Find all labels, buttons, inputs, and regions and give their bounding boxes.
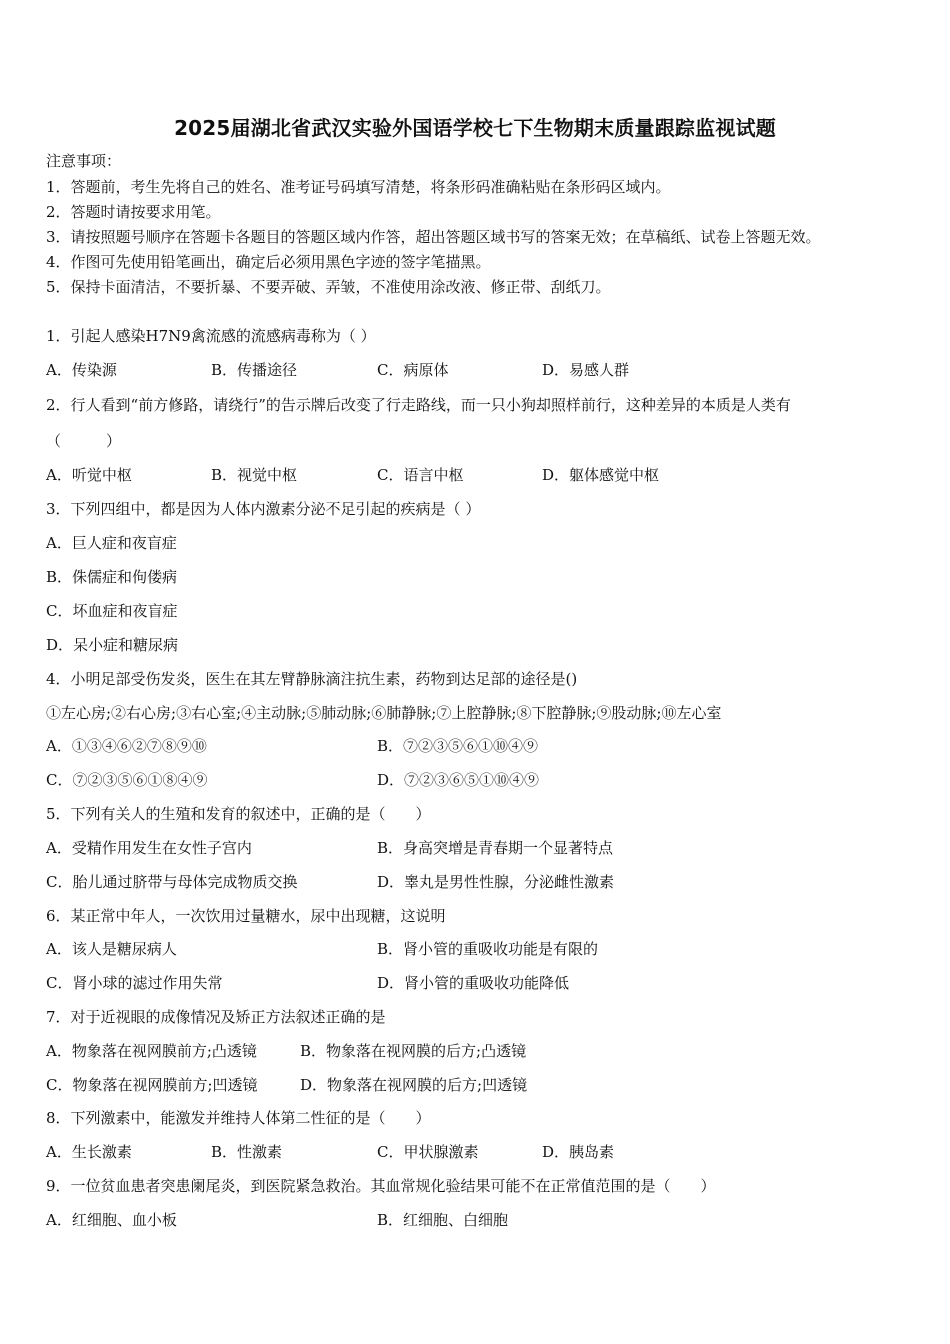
q9-option-a: A．红细胞、血小板 [46,1211,177,1229]
question-1-stem: 1．引起人感染H7N9禽流感的流感病毒称为（ ） [46,327,376,345]
notice-item: 4．作图可先使用铅笔画出，确定后必须用黑色字迹的签字笔描黑。 [46,253,491,271]
notice-item: 1．答题前，考生先将自己的姓名、准考证号码填写清楚，将条形码准确粘贴在条形码区域内。 [46,178,671,196]
q6-option-a: A．该人是糖尿病人 [46,940,177,958]
q4-option-c: C．⑦②③⑤⑥①⑧④⑨ [46,771,208,789]
question-8-stem: 8．下列激素中，能激发并维持人体第二性征的是（ ） [46,1109,431,1127]
q3-option-d: D．呆小症和糖尿病 [46,636,179,654]
q8-option-d: D．胰岛素 [542,1143,615,1161]
q5-option-b: B．身高突增是青春期一个显著特点 [377,839,614,857]
question-3-stem: 3．下列四组中，都是因为人体内激素分泌不足引起的疾病是（ ） [46,500,481,518]
q6-option-c: C．肾小球的滤过作用失常 [46,974,223,992]
q2-option-a: A．听觉中枢 [46,466,132,484]
q1-option-d: D．易感人群 [542,361,630,379]
question-4-stem: 4．小明足部受伤发炎，医生在其左臂静脉滴注抗生素，药物到达足部的途径是() [46,670,578,688]
q2-option-b: B．视觉中枢 [211,466,298,484]
q6-option-b: B．肾小管的重吸收功能是有限的 [377,940,599,958]
q3-option-a: A．巨人症和夜盲症 [46,534,177,552]
notice-item: 2．答题时请按要求用笔。 [46,203,221,221]
q1-option-a: A．传染源 [46,361,117,379]
q9-option-b: B．红细胞、白细胞 [377,1211,509,1229]
q5-option-a: A．受精作用发生在女性子宫内 [46,839,252,857]
q3-option-c: C．坏血症和夜盲症 [46,602,178,620]
notice-item: 3．请按照题号顺序在答题卡各题目的答题区域内作答，超出答题区域书写的答案无效；在草稿纸、试卷上答题无效。 [46,228,821,246]
question-9-stem: 9．一位贫血患者突患阑尾炎，到医院紧急救治。其血常规化验结果可能不在正常值范围的是（ ） [46,1177,716,1195]
q7-option-b: B．物象落在视网膜的后方;凸透镜 [300,1042,527,1060]
q4-option-a: A．①③④⑥②⑦⑧⑨⑩ [46,737,207,755]
q2-option-c: C．语言中枢 [377,466,464,484]
q8-option-a: A．生长激素 [46,1143,132,1161]
q6-option-d: D．肾小管的重吸收功能降低 [377,974,570,992]
question-6-stem: 6．某正常中年人，一次饮用过量糖水，尿中出现糖，这说明 [46,907,446,925]
q3-option-b: B．侏儒症和佝偻病 [46,568,178,586]
question-5-stem: 5．下列有关人的生殖和发育的叙述中，正确的是（ ） [46,805,431,823]
q8-option-b: B．性激素 [211,1143,283,1161]
notice-item: 5．保持卡面清洁，不要折暴、不要弄破、弄皱，不准使用涂改液、修正带、刮纸刀。 [46,278,611,296]
q7-option-d: D．物象落在视网膜的后方;凹透镜 [300,1076,528,1094]
q5-option-d: D．睾丸是男性性腺，分泌雌性激素 [377,873,615,891]
q7-option-c: C．物象落在视网膜前方;凹透镜 [46,1076,258,1094]
question-2-stem: 2．行人看到“前方修路，请绕行”的告示牌后改变了行走路线，而一只小狗却照样前行，这种差异的本质是人类有 [46,396,791,414]
question-2-stem-cont: （ ） [46,432,122,450]
q7-option-a: A．物象落在视网膜前方;凸透镜 [46,1042,257,1060]
question-4-legend: ①左心房;②右心房;③右心室;④主动脉;⑤肺动脉;⑥肺静脉;⑦上腔静脉;⑧下腔静脉;⑨股动脉;⑩左心室 [46,704,722,722]
q1-option-c: C．病原体 [377,361,449,379]
notice-heading: 注意事项： [46,152,122,170]
q8-option-c: C．甲状腺激素 [377,1143,479,1161]
question-7-stem: 7．对于近视眼的成像情况及矫正方法叙述正确的是 [46,1008,386,1026]
q2-option-d: D．躯体感觉中枢 [542,466,660,484]
q5-option-c: C．胎儿通过脐带与母体完成物质交换 [46,873,298,891]
page-title: 2025届湖北省武汉实验外国语学校七下生物期末质量跟踪监视试题 [174,116,776,140]
q4-option-d: D．⑦②③⑥⑤①⑩④⑨ [377,771,540,789]
q1-option-b: B．传播途径 [211,361,298,379]
q4-option-b: B．⑦②③⑤⑥①⑩④⑨ [377,737,539,755]
